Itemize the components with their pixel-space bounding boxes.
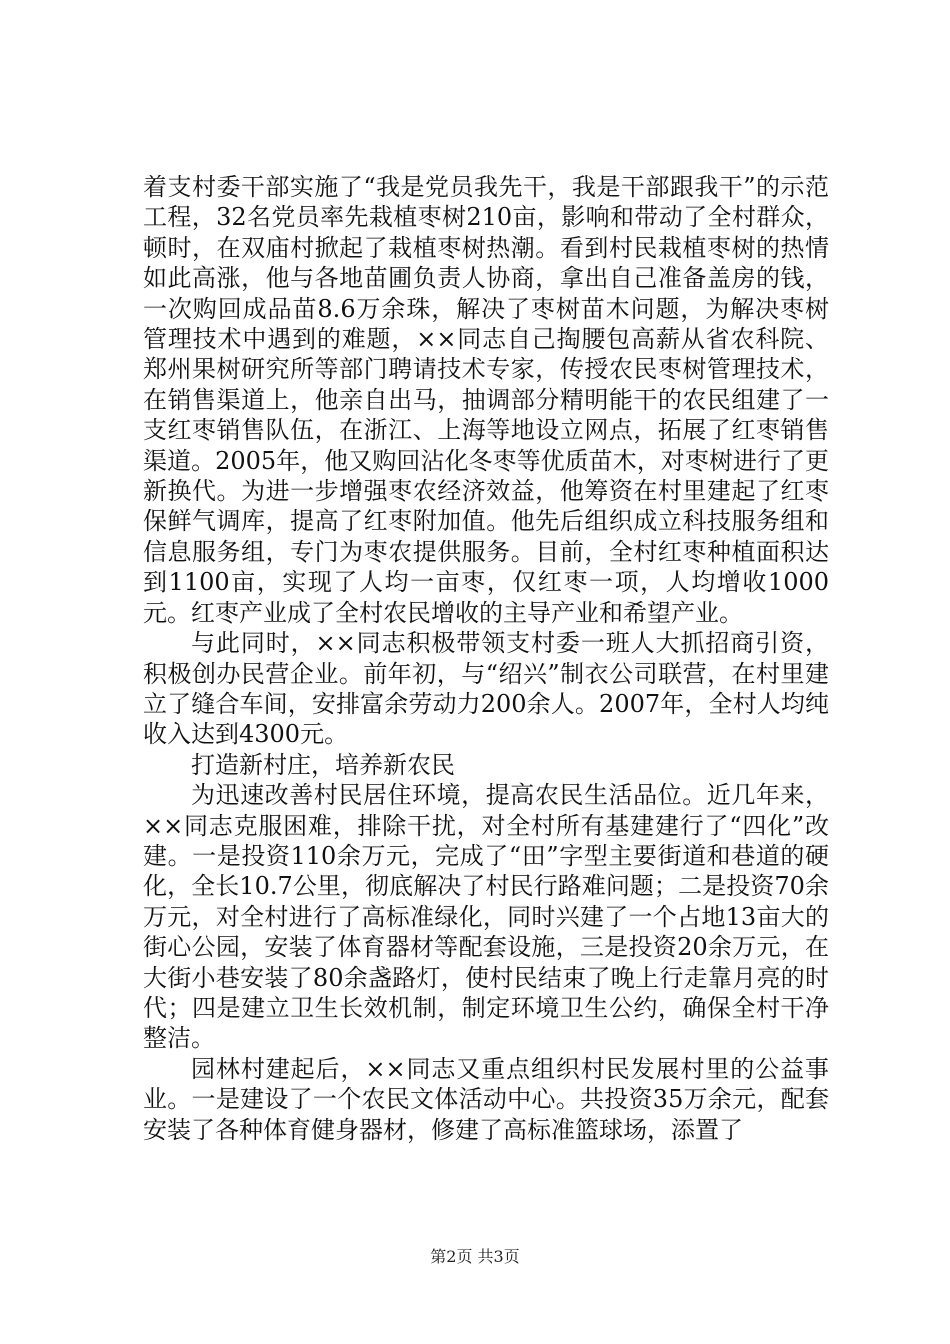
document-body bbox=[143, 172, 829, 1145]
paragraph-environment: 为迅速改善村民居住环境，提高农民生活品位。近几年来，××同志克服困难，排除干扰，对全村所有基建建行了“四化”改建。一是投资110余万元，完成了“田”字型主要街道和巷道的硬化，全长10.7公里，彻底解决了村民行路难问题；二是投资70余万元，对全村进行了高标准绿化，同时兴建了一个占地13亩大的街心公园，安装了体育器材等配套设施，三是投资20余万元，在大街小巷安装了80余盏路灯，使村民结束了晚上行走靠月亮的时代；四是建立卫生长效机制，制定环境卫生公约，确保全村干净整洁。 bbox=[143, 781, 829, 1053]
section-heading: 打造新村庄，培养新农民 bbox=[191, 750, 455, 779]
paragraph-investment: 与此同时，××同志积极带领支村委一班人大抓招商引资，积极创办民营企业。前年初，与“绍兴”制衣公司联营，在村里建立了缝合车间，安排富余劳动力200余人。2007年，全村人均纯收入达到4300元。 bbox=[143, 629, 829, 749]
page-number-label: 第2页 共3页 bbox=[430, 1247, 520, 1266]
page-footer bbox=[0, 1247, 950, 1267]
paragraph-continuation: 着支村委干部实施了“我是党员我先干，我是干部跟我干”的示范工程，32名党员率先栽植枣树210亩，影响和带动了全村群众，顿时，在双庙村掀起了栽植枣树热潮。看到村民栽植枣树的热情如此高涨，他与各地苗圃负责人协商，拿出自己准备盖房的钱，一次购回成品苗8.6万余珠，解决了枣树苗木问题，为解决枣树管理技术中遇到的难题，××同志自己掏腰包高薪从省农科院、郑州果树研究所等部门聘请技术专家，传授农民枣树管理技术，在销售渠道上，他亲自出马，抽调部分精明能干的农民组建了一支红枣销售队伍，在浙江、上海等地设立网点，拓展了红枣销售渠道。2005年，他又购回沾化冬枣等优质苗木，对枣树进行了更新换代。为进一步增强枣农经济效益，他筹资在村里建起了红枣保鲜气调库，提高了红枣附加值。他先后组织成立科技服务组和信息服务组，专门为枣农提供服务。目前，全村红枣种植面积达到1100亩，实现了人均一亩枣，仅红枣一项，人均增收1000元。红枣产业成了全村农民增收的主导产业和希望产业。 bbox=[143, 173, 829, 627]
paragraph-public-welfare: 园林村建起后，××同志又重点组织村民发展村里的公益事业。一是建设了一个农民文体活动中心。共投资35万余元，配套安装了各种体育健身器材，修建了高标准篮球场，添置了 bbox=[143, 1054, 829, 1144]
